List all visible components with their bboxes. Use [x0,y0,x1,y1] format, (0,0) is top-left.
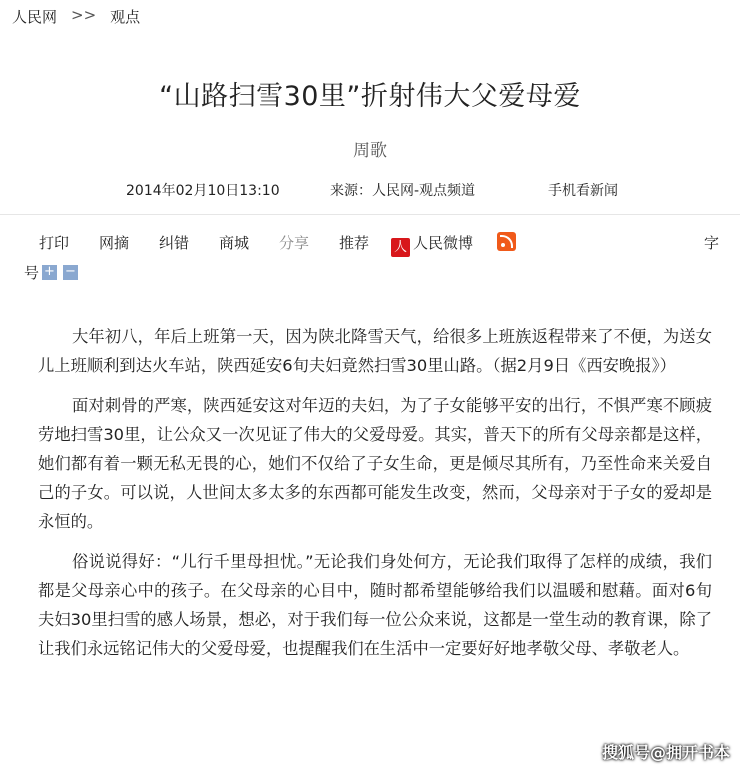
breadcrumb-separator: >> [71,6,97,24]
font-size-label-bottom: 号 [24,264,40,282]
excerpt-button[interactable]: 网摘 [99,234,130,252]
weibo-label: 人民微博 [413,234,474,252]
font-size-label-top: 字 [704,234,720,252]
divider [0,214,740,215]
share-label: 分享 [279,234,310,252]
print-button[interactable]: 打印 [39,234,70,252]
paragraph: 俗说说得好：“儿行千里母担忧。”无论我们身处何方，无论我们取得了怎样的成绩，我们都是父母亲心中的孩子。在父母亲的心目中，随时都希望能够给我们以温暖和慰藉。面对6旬夫妇30里扫雪的感人场景，想必，对于我们每一位公众来说，这都是一堂生动的教育课，除了让我们永远铭记伟大的父爱母爱，也提醒我们在生活中一定要好好地孝敬父母、孝敬老人。 [38,552,712,658]
font-increase-button[interactable]: + [42,265,57,280]
recommend-button[interactable]: 推荐 [339,234,370,252]
article-author: 周歌 [353,141,387,161]
correct-button[interactable]: 纠错 [159,234,190,252]
mobile-news-link[interactable]: 手机看新闻 [548,183,618,199]
breadcrumb-section-link[interactable]: 观点 [110,8,141,26]
rss-icon [497,232,516,251]
watermark: 搜狐号@拥开书本 [601,743,730,762]
mall-link[interactable]: 商城 [219,234,250,252]
weibo-icon: 人 [391,238,410,257]
article-source[interactable]: 来源：人民网-观点频道 [330,183,476,199]
article-body [38,322,712,674]
breadcrumb [12,6,140,27]
rss-share-button[interactable] [497,232,516,252]
paragraph: 大年初八，年后上班第一天，因为陕北降雪天气，给很多上班族返程带来了不便，为送女儿上班顺利到达火车站，陕西延安6旬夫妇竟然扫雪30里山路。（据2月9日《西安晚报》） [38,327,712,375]
paragraph: 面对刺骨的严寒，陕西延安这对年迈的夫妇，为了子女能够平安的出行，不惧严寒不顾疲劳地扫雪30里，让公众又一次见证了伟大的父爱母爱。其实，普天下的所有父母亲都是这样，她们都有着一颗无私无畏的心，她们不仅给了子女生命，更是倾尽其所有，乃至性命来关爱自己的子女。可以说，人世间太多太多的东西都可能发生改变，然而，父母亲对于子女的爱却是永恒的。 [38,396,712,531]
font-decrease-button[interactable]: − [63,265,78,280]
publish-date: 2014年02月10日13:10 [126,183,280,199]
breadcrumb-home-link[interactable]: 人民网 [12,8,58,26]
weibo-share-button[interactable] [391,232,473,257]
article-title: “山路扫雪30里”折射伟大父爱母爱 [159,81,581,112]
